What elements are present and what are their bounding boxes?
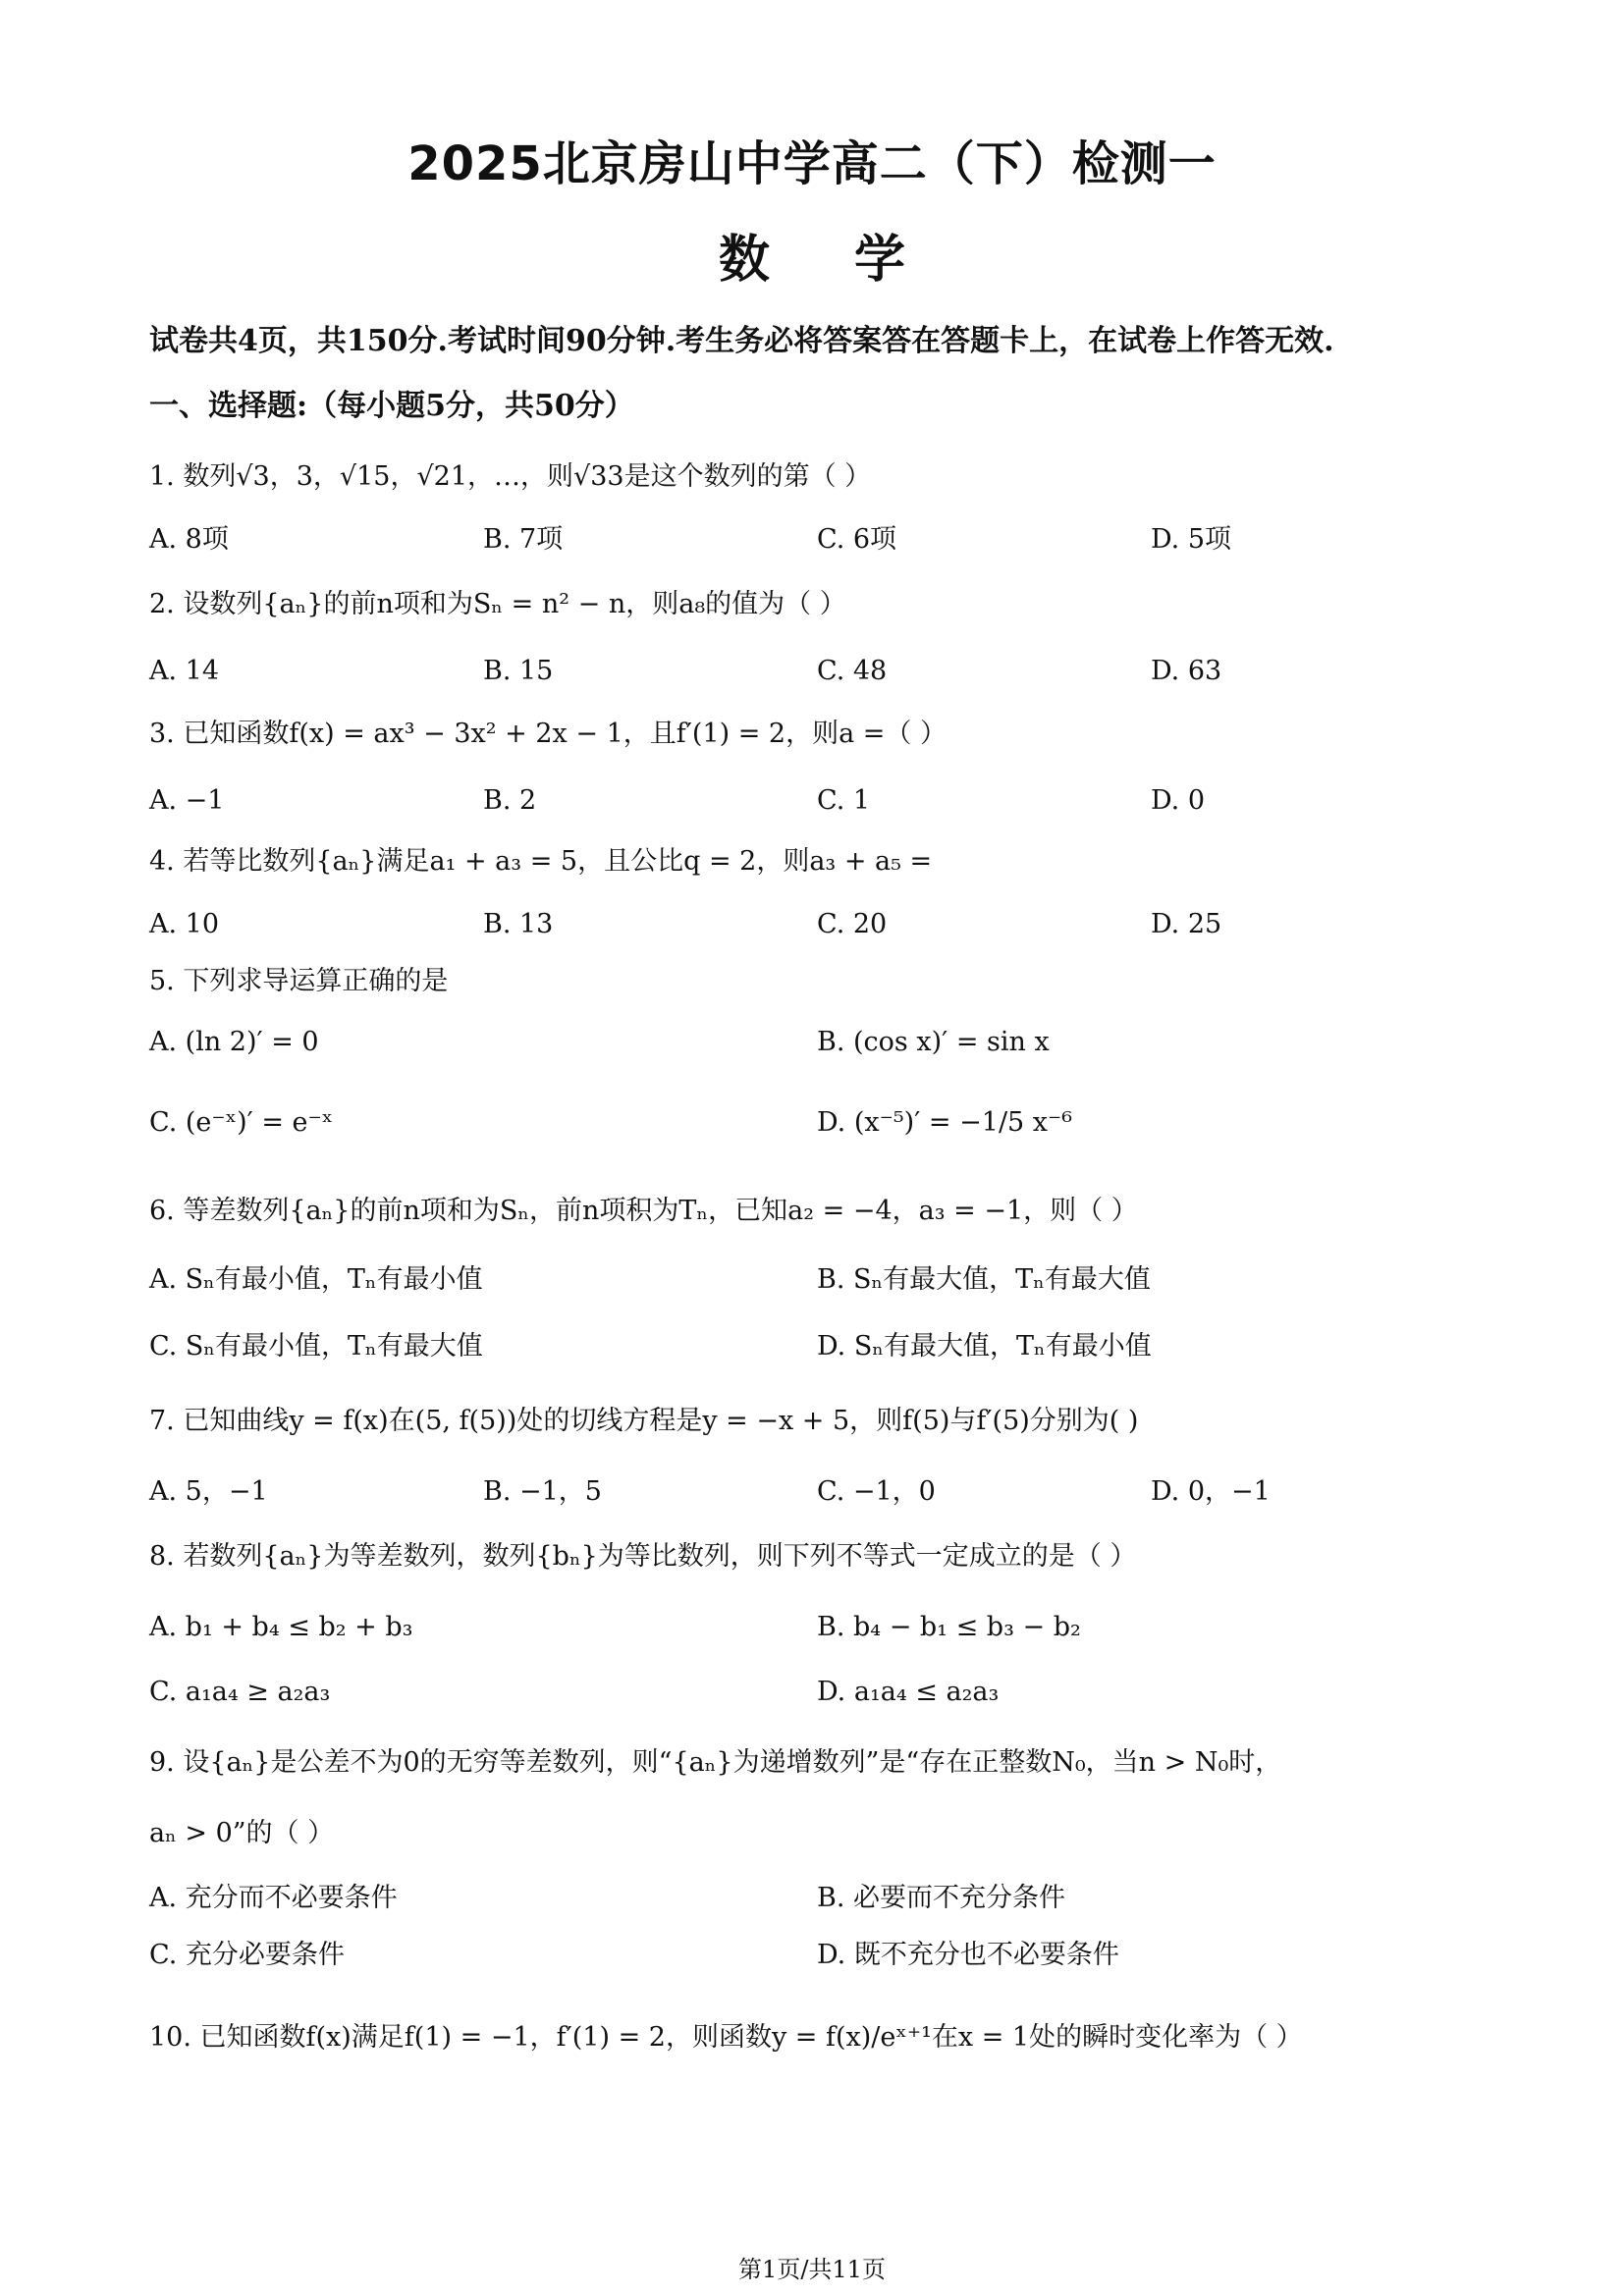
question-3-option-a: A. −1: [149, 785, 225, 816]
question-7-option-c: C. −1，0: [817, 1476, 936, 1507]
question-3-stem: 3. 已知函数f(x) = ax³ − 3x² + 2x − 1，且f′(1) = 2，则a =（ ）: [149, 719, 947, 749]
question-8-option-d: D. a₁a₄ ≤ a₂a₃: [817, 1677, 1000, 1707]
question-2-option-a: A. 14: [149, 656, 220, 686]
question-4-option-c: C. 20: [817, 909, 888, 939]
question-6-option-a: A. Sₙ有最小值，Tₙ有最小值: [149, 1264, 483, 1295]
question-1-option-a: A. 8项: [149, 524, 229, 555]
question-8-option-b: B. b₄ − b₁ ≤ b₃ − b₂: [817, 1612, 1081, 1642]
question-2-option-b: B. 15: [483, 656, 554, 686]
question-8-option-a: A. b₁ + b₄ ≤ b₂ + b₃: [149, 1612, 413, 1642]
question-5-option-a: A. (ln 2)′ = 0: [149, 1027, 319, 1057]
page-title: 2025北京房山中学高二（下）检测一: [407, 136, 1217, 191]
question-1-option-d: D. 5项: [1151, 524, 1232, 555]
question-7-option-b: B. −1，5: [483, 1476, 602, 1507]
question-6-stem: 6. 等差数列{aₙ}的前n项和为Sₙ，前n项积为Tₙ，已知a₂ = −4，a₃ = −1，则（ ）: [149, 1196, 1138, 1226]
question-5-option-c: C. (e⁻ˣ)′ = e⁻ˣ: [149, 1107, 334, 1138]
question-10-stem: 10. 已知函数f(x)满足f(1) = −1，f′(1) = 2，则函数y = f(x)/eˣ⁺¹在x = 1处的瞬时变化率为（ ）: [149, 2022, 1303, 2053]
question-5-option-d: D. (x⁻⁵)′ = −1/5 x⁻⁶: [817, 1107, 1073, 1138]
question-9-option-a: A. 充分而不必要条件: [149, 1883, 398, 1913]
question-3-option-d: D. 0: [1151, 785, 1206, 816]
question-8-option-c: C. a₁a₄ ≥ a₂a₃: [149, 1677, 331, 1707]
question-1-option-c: C. 6项: [817, 524, 897, 555]
section-title: 一、选择题:（每小题5分，共50分）: [149, 389, 634, 423]
question-9-option-b: B. 必要而不充分条件: [817, 1883, 1066, 1913]
question-5-stem: 5. 下列求导运算正确的是: [149, 966, 449, 996]
page-footer: 第1页/共11页: [738, 2256, 886, 2283]
question-1-stem: 1. 数列√3，3，√15，√21，…，则√33是这个数列的第（ ）: [149, 461, 872, 492]
question-4-stem: 4. 若等比数列{aₙ}满足a₁ + a₃ = 5，且公比q = 2，则a₃ + a₅ =: [149, 846, 933, 877]
question-9-option-d: D. 既不充分也不必要条件: [817, 1940, 1119, 1970]
subject-title: 数学: [718, 231, 990, 290]
question-3-option-b: B. 2: [483, 785, 537, 816]
question-6-option-c: C. Sₙ有最小值，Tₙ有最大值: [149, 1331, 483, 1362]
question-9-option-c: C. 充分必要条件: [149, 1940, 345, 1970]
question-9-stem: 9. 设{aₙ}是公差不为0的无穷等差数列，则“{aₙ}为递增数列”是“存在正整数N₀，当n > N₀时，: [149, 1747, 1282, 1778]
question-5-option-b: B. (cos x)′ = sin x: [817, 1027, 1050, 1057]
question-4-option-a: A. 10: [149, 909, 220, 939]
exam-notice: 试卷共4页，共150分.考试时间90分钟.考生务必将答案答在答题卡上，在试卷上作答无效.: [149, 324, 1334, 358]
question-4-option-b: B. 13: [483, 909, 554, 939]
question-7-stem: 7. 已知曲线y = f(x)在(5, f(5))处的切线方程是y = −x + 5，则f(5)与f′(5)分别为( ): [149, 1406, 1139, 1436]
question-6-option-b: B. Sₙ有最大值，Tₙ有最大值: [817, 1264, 1151, 1295]
question-7-option-d: D. 0，−1: [1151, 1476, 1271, 1507]
question-6-option-d: D. Sₙ有最大值，Tₙ有最小值: [817, 1331, 1152, 1362]
question-1-option-b: B. 7项: [483, 524, 564, 555]
question-2-option-d: D. 63: [1151, 656, 1222, 686]
question-9-stem-continued: aₙ > 0”的（ ）: [149, 1818, 335, 1848]
question-8-stem: 8. 若数列{aₙ}为等差数列，数列{bₙ}为等比数列，则下列不等式一定成立的是（ ）: [149, 1541, 1137, 1572]
question-2-stem: 2. 设数列{aₙ}的前n项和为Sₙ = n² − n，则a₈的值为（ ）: [149, 589, 846, 619]
question-3-option-c: C. 1: [817, 785, 871, 816]
question-7-option-a: A. 5，−1: [149, 1476, 268, 1507]
question-4-option-d: D. 25: [1151, 909, 1222, 939]
question-2-option-c: C. 48: [817, 656, 888, 686]
